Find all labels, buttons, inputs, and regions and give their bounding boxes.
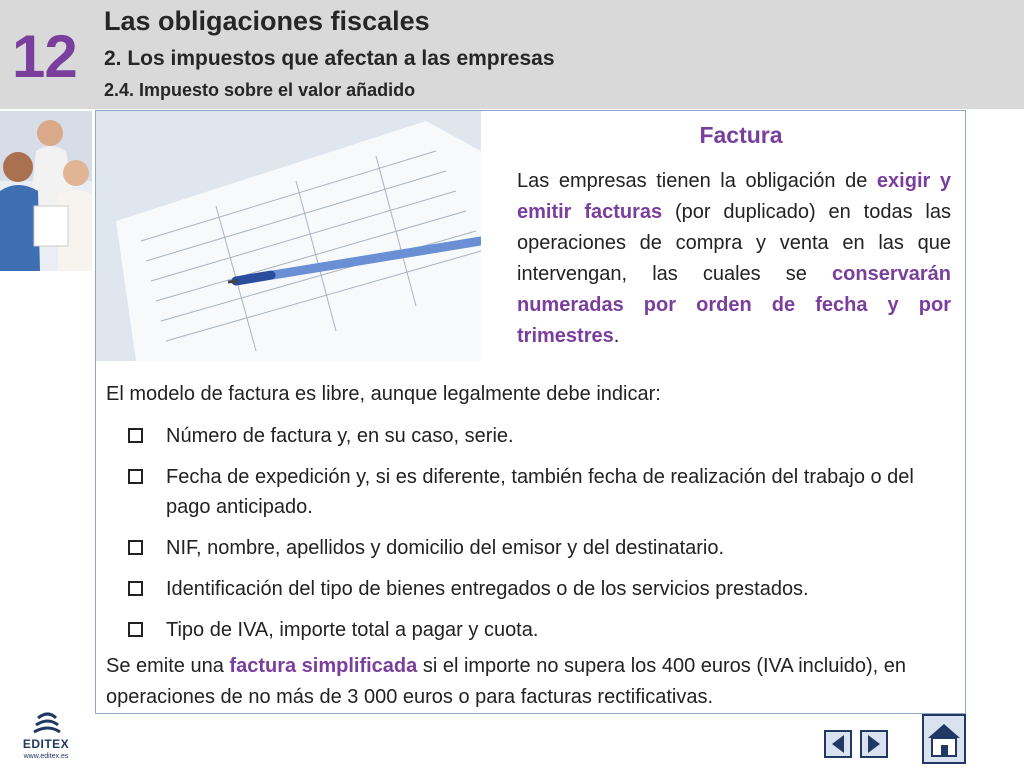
arrow-left-icon [826,732,850,756]
content-box [95,110,966,714]
next-slide-button[interactable] [860,730,888,758]
factura-heading: Factura [699,122,783,148]
arrow-right-icon [862,732,886,756]
checkbox-bullet-icon [128,469,143,484]
list-item: Fecha de expedición y, si es diferente, también fecha de realización del trabajo o del pago anticipado. [126,462,936,522]
requirements-list [126,421,936,656]
editex-logo-icon [16,712,76,738]
highlight-emitir-facturas: exigir y emitir facturas [517,170,951,223]
editex-logo [16,712,76,764]
list-item: Tipo de IVA, importe total a pagar y cuota. [126,615,936,645]
list-item: Identificación del tipo de bienes entregados o de los servicios prestados. [126,574,936,604]
highlight-factura-simplificada: factura simplificada [229,655,418,677]
page-subtitle: 2. Los impuestos que afectan a las empresas [104,47,555,70]
factura-description: Las empresas tienen la obligación de exigir y emitir facturas (por duplicado) en todas las operaciones de compra y venta en las que intervengan, las cuales se conservarán numeradas por orden de fecha y por trimestres. [517,170,951,347]
business-people-photo [0,111,92,271]
chapter-number: 12 [12,23,77,90]
checkbox-bullet-icon [128,540,143,555]
page-title: Las obligaciones fiscales [104,6,430,36]
section-title: 2.4. Impuesto sobre el valor añadido [104,80,416,100]
home-icon [924,716,964,762]
logo-wordmark: EDITEX [22,737,70,751]
checkbox-bullet-icon [128,428,143,443]
checkbox-bullet-icon [128,622,143,637]
invoice-photo [96,111,481,361]
highlight-conservaran: conservarán numeradas por orden de fecha y por trimestres [517,263,951,347]
previous-slide-button[interactable] [824,730,852,758]
checkbox-bullet-icon [128,581,143,596]
list-item: NIF, nombre, apellidos y domicilio del emisor y del destinatario. [126,533,936,563]
home-button[interactable] [922,714,966,764]
simplified-invoice-note: Se emite una factura simplificada si el importe no supera los 400 euros (IVA incluido), en operaciones de no más de 3 000 euros o para facturas rectificativas. [106,655,907,708]
list-item: Número de factura y, en su caso, serie. [126,421,936,451]
requirements-intro: El modelo de factura es libre, aunque legalmente debe indicar: [106,383,661,405]
logo-url: www.editex.es [23,753,69,760]
